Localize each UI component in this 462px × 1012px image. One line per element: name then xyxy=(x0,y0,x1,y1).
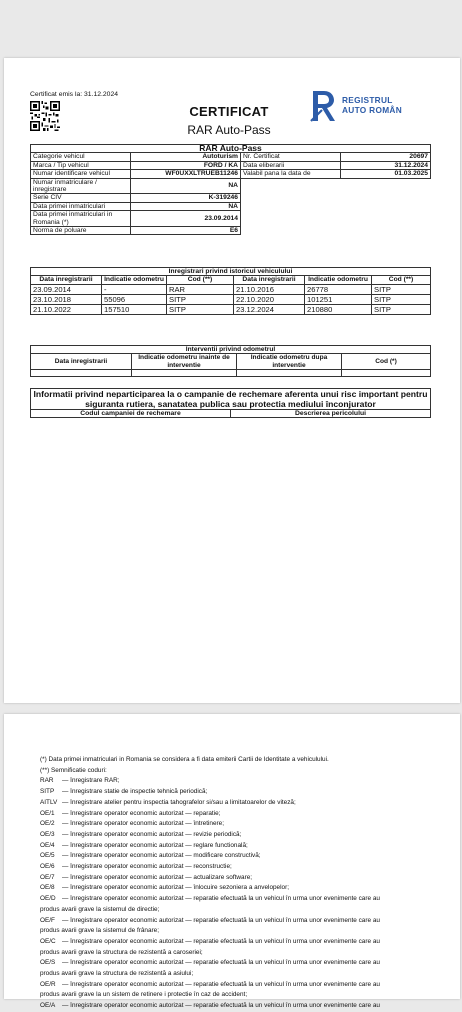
history-cell: 23.12.2024 xyxy=(234,304,305,314)
legend-row xyxy=(40,819,440,830)
legend-continuation: produs avarii grave la sistemul de directie; xyxy=(40,905,160,913)
logo-line-1: REGISTRUL xyxy=(342,95,393,105)
label-vin: Numar identificare vehicul xyxy=(31,170,131,178)
legend-row xyxy=(40,980,440,991)
rar-logo-icon xyxy=(310,89,338,123)
legend-continuation: produs avarii grave la un sistem de retinere i protectie în caz de accident; xyxy=(40,991,248,999)
legend-row xyxy=(40,798,440,809)
legend-code: RAR xyxy=(40,777,54,785)
legend-code: OE/1 xyxy=(40,809,55,817)
history-cell: SITP xyxy=(167,304,234,314)
value-nr-certificat: 20697 xyxy=(341,153,431,161)
codes-legend xyxy=(40,755,440,1012)
recall-table-header: Informatii privind neparticiparea la o campanie de rechemare aferenta unui risc important pentru siguranta rutiera, sanatatea publica sau protectia mediului înconjurator xyxy=(31,389,431,410)
history-cell: 21.10.2016 xyxy=(234,284,305,294)
history-cell: SITP xyxy=(372,304,431,314)
legend-text: — înregistrare operator economic autorizat — modificare constructivă; xyxy=(62,852,261,860)
legend-code: OE/S xyxy=(40,959,56,967)
legend-continuation: produs avarii grave la sistemul de frânare; xyxy=(40,927,159,935)
issued-date: Certificat emis la: 31.12.2024 xyxy=(30,91,119,98)
logo-line-2: AUTO ROMÂN xyxy=(342,105,403,115)
legend-code: OE/C xyxy=(40,937,56,945)
legend-row xyxy=(40,894,440,905)
legend-row xyxy=(40,958,440,969)
legend-text: — înregistrare operator economic autorizat — reconstructie; xyxy=(62,863,232,871)
history-cell: 21.10.2022 xyxy=(31,304,102,314)
legend-code: OE/5 xyxy=(40,852,55,860)
subtitle-text: RAR Auto-Pass xyxy=(187,123,271,137)
legend-continuation: produs avarii grave la structura de rezistentă a caroseriei; xyxy=(40,948,203,956)
legend-row xyxy=(40,776,440,787)
legend-code: OE/3 xyxy=(40,830,55,838)
legend-code: OE/8 xyxy=(40,884,55,892)
recall-table xyxy=(30,388,431,418)
history-table xyxy=(30,267,431,315)
legend-code: OE/D xyxy=(40,895,56,903)
history-cell: 157510 xyxy=(102,304,167,314)
legend-text: — înregistrare operator economic autorizat — reparatie efectuată la un vehicul în urma unor evenimente care au xyxy=(62,1002,380,1010)
legend-text: — înregistrare operator economic autorizat — reparatie efectuată la un vehicul în urma unor evenimente care au xyxy=(62,916,380,924)
interventions-col-after: Indicatie odometru dupa interventie xyxy=(237,354,342,370)
legend-text: — înregistrare operator economic autorizat — reparatie efectuată la un vehicul în urma unor evenimente care au xyxy=(62,937,380,945)
legend-row xyxy=(40,883,440,894)
legend-code: SITP xyxy=(40,788,55,796)
title-text: CERTIFICAT xyxy=(189,104,269,119)
history-cell: - xyxy=(102,284,167,294)
interventions-col-date: Data inregistrarii xyxy=(31,354,132,370)
legend-row xyxy=(40,830,440,841)
history-col-date: Data inregistrarii xyxy=(31,276,102,284)
legend-text: — înregistrare statie de inspectie tehnică periodică; xyxy=(62,788,208,796)
history-cell: SITP xyxy=(372,284,431,294)
history-cell: 55096 xyxy=(102,294,167,304)
label-data-prima: Data primei inmatriculari xyxy=(31,202,131,210)
legend-row xyxy=(40,862,440,873)
legend-text: — înregistrare operator economic autorizat — revizie periodică; xyxy=(62,830,242,838)
interventions-table xyxy=(30,345,431,377)
interventions-col-before: Indicatie odometru inainte de interventie xyxy=(132,354,237,370)
legend-text: — înregistrare operator economic autorizat — actualizare software; xyxy=(62,873,253,881)
value-nr-inmatriculare: NA xyxy=(131,178,241,194)
table-row xyxy=(31,284,431,294)
legend-row xyxy=(40,916,440,927)
legend-text: — înregistrare operator economic autorizat — reparatie efectuată la un vehicul în urma unor evenimente care au xyxy=(62,895,380,903)
history-col-date: Data inregistrarii xyxy=(234,276,305,284)
legend-text: — înregistrare operator economic autorizat — reparatie efectuată la un vehicul în urma unor evenimente care au xyxy=(62,959,380,967)
value-norma-poluare: E6 xyxy=(131,227,241,235)
legend-code: AITLV xyxy=(40,798,58,806)
history-table-header: Inregistrari privind istoricul vehiculului xyxy=(31,268,431,276)
value-categorie: Autoturism xyxy=(131,153,241,161)
legend-code: OE/6 xyxy=(40,863,55,871)
recall-col-description: Descrierea pericolului xyxy=(231,410,431,418)
history-cell: 22.10.2020 xyxy=(234,294,305,304)
rar-logo xyxy=(310,89,420,125)
label-nr-inmatriculare: Numar inmatriculare / inregistrare xyxy=(31,178,131,194)
legend-text: — înregistrare operator economic autorizat — înlocuire sezoniera a anvelopelor; xyxy=(62,884,289,892)
legend-row xyxy=(40,787,440,798)
note-first-registration: (*) Data primei inmatriculari in Romania se considera a fi data emiterii Cartii de Identitate a vehiculului. xyxy=(40,756,329,763)
legend-row xyxy=(40,937,440,948)
history-col-odometer: Indicatie odometru xyxy=(102,276,167,284)
history-col-code: Cod (**) xyxy=(372,276,431,284)
legend-code: OE/A xyxy=(40,1002,56,1010)
vehicle-table-header: RAR Auto-Pass xyxy=(31,145,431,153)
history-cell: 26778 xyxy=(305,284,372,294)
value-serie-civ: K-319246 xyxy=(131,194,241,202)
history-col-code: Cod (**) xyxy=(167,276,234,284)
history-cell: 23.10.2018 xyxy=(31,294,102,304)
table-row xyxy=(31,304,431,314)
legend-text: — înregistrare RAR; xyxy=(62,777,120,785)
legend-row xyxy=(40,809,440,820)
history-cell: 210880 xyxy=(305,304,372,314)
legend-text: — înregistrare atelier pentru inspectia tahografelor si/sau a limitatoarelor de viteză; xyxy=(62,798,296,806)
vehicle-info-table xyxy=(30,144,431,235)
history-cell: SITP xyxy=(372,294,431,304)
history-cell: RAR xyxy=(167,284,234,294)
legend-row xyxy=(40,841,440,852)
legend-row xyxy=(40,873,440,884)
note-codes-title: (**) Semnificatie coduri: xyxy=(40,766,107,774)
table-row xyxy=(31,294,431,304)
label-marca: Marca / Tip vehicul xyxy=(31,161,131,169)
interventions-table-header: Interventii privind odometrul xyxy=(31,346,431,354)
qr-code-icon xyxy=(30,101,60,131)
legend-text: — înregistrare operator economic autorizat — întretinere; xyxy=(62,820,224,828)
value-marca: FORD / KA xyxy=(131,161,241,169)
label-data-eliberarii: Data eliberarii xyxy=(241,161,341,169)
value-data-prima-ro: 23.09.2014 xyxy=(131,211,241,227)
history-col-odometer: Indicatie odometru xyxy=(305,276,372,284)
history-cell: 101251 xyxy=(305,294,372,304)
legend-continuation: produs avarii grave la structura de rezistentă a asiului; xyxy=(40,970,194,978)
label-valabil: Valabil pana la data de xyxy=(241,170,341,178)
legend-row xyxy=(40,851,440,862)
legend-text: — înregistrare operator economic autorizat — reglare functională; xyxy=(62,841,248,849)
history-cell: SITP xyxy=(167,294,234,304)
legend-row xyxy=(40,1001,440,1012)
legend-text: — înregistrare operator economic autorizat — reparatie efectuată la un vehicul în urma unor evenimente care au xyxy=(62,980,380,988)
legend-code: OE/7 xyxy=(40,873,55,881)
interventions-col-code: Cod (*) xyxy=(342,354,431,370)
certificate-page-1 xyxy=(4,58,460,703)
label-norma-poluare: Norma de poluare xyxy=(31,227,131,235)
certificate-title xyxy=(124,104,334,137)
label-serie-civ: Serie CIV xyxy=(31,194,131,202)
legend-code: OE/4 xyxy=(40,841,55,849)
label-data-prima-ro: Data primei inmatriculari in Romania (*) xyxy=(31,211,131,227)
value-data-eliberarii: 31.12.2024 xyxy=(341,161,431,169)
legend-code: OE/F xyxy=(40,916,55,924)
value-data-prima: NA xyxy=(131,202,241,210)
legend-text: — înregistrare operator economic autorizat — reparatie; xyxy=(62,809,221,817)
legend-code: OE/R xyxy=(40,980,56,988)
value-vin: WF0UXXLTRUEB11246 xyxy=(131,170,241,178)
certificate-page-2 xyxy=(4,714,460,1010)
label-categorie: Categorie vehicul xyxy=(31,153,131,161)
history-cell: 23.09.2014 xyxy=(31,284,102,294)
value-valabil: 01.03.2025 xyxy=(341,170,431,178)
recall-col-code: Codul campaniei de rechemare xyxy=(31,410,231,418)
legend-code: OE/2 xyxy=(40,820,55,828)
label-nr-certificat: Nr. Certificat xyxy=(241,153,341,161)
